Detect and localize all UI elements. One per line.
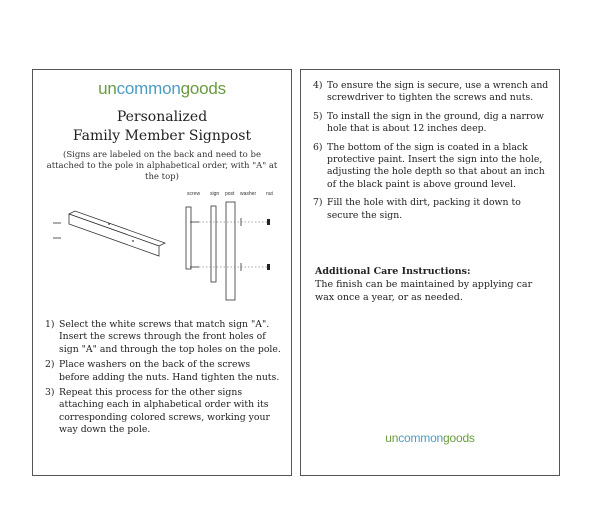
step-item: 6) The bottom of the sign is coated in a black protective paint. Insert the sign into the hole, adjusting the hole depth so that about an inch of the black paint is above ground level. <box>313 141 545 190</box>
subtitle-note: (Signs are labeled on the back and need to be attached to the pole in alphabetical order, with "A" at the top) <box>46 150 278 182</box>
sign-edge <box>211 206 216 282</box>
label-washer: washer <box>240 191 257 197</box>
instruction-card-left <box>32 69 292 476</box>
sign-panel-front <box>69 214 159 256</box>
step-item: 2) Place washers on the back of the screws before adding the nuts. Hand tighten the nuts. <box>45 359 280 383</box>
assembly-diagram <box>37 188 289 306</box>
label-screw: screw <box>187 191 201 197</box>
page-title <box>33 108 291 146</box>
steps-list-left <box>45 319 281 440</box>
step-item: 5) To install the sign in the ground, dig a narrow hole that is about 12 inches deep. <box>313 110 544 135</box>
sign-hole-2 <box>132 240 134 242</box>
title-line-2: Family Member Signpost <box>72 128 252 144</box>
logo-part-un: un <box>385 431 399 445</box>
care-instructions-heading: Additional Care Instructions: <box>315 266 471 277</box>
nut-upper <box>267 219 270 225</box>
uncommongoods-logo <box>33 79 291 99</box>
step-item: 1) Select the white screws that match sign "A". Insert the screws through the front holes of sign "A" and through the top holes on the pole. <box>45 319 281 355</box>
sign-hole-1 <box>108 223 110 225</box>
logo-part-goods: goods <box>180 79 226 98</box>
step-item: 7) Fill the hole with dirt, packing it down to secure the sign. <box>313 197 521 221</box>
step-item: 3) Repeat this process for the other signs attaching each in alphabetical order with its corresponding colored screws, working your way down the pole. <box>45 387 270 436</box>
steps-list-right <box>313 80 549 228</box>
instruction-card-right <box>300 69 560 476</box>
post-edge <box>226 202 235 300</box>
step-item: 4) To ensure the sign is secure, use a wrench and screwdriver to tighten the screws and nuts. <box>313 80 549 104</box>
nut-lower <box>267 264 270 270</box>
title-line-1: Personalized <box>116 109 208 125</box>
label-post: post <box>225 191 235 197</box>
logo-part-goods: goods <box>443 431 475 445</box>
label-nut: nut <box>266 191 273 197</box>
label-sign: sign <box>210 191 220 197</box>
logo-part-common: common <box>398 431 444 445</box>
care-instructions-text: The finish can be maintained by applying car wax once a year, or as needed. <box>315 279 533 303</box>
uncommongoods-logo-footer <box>301 431 559 445</box>
pole-side-view <box>186 207 191 269</box>
logo-part-un: un <box>98 79 117 98</box>
logo-part-common: common <box>116 79 181 98</box>
